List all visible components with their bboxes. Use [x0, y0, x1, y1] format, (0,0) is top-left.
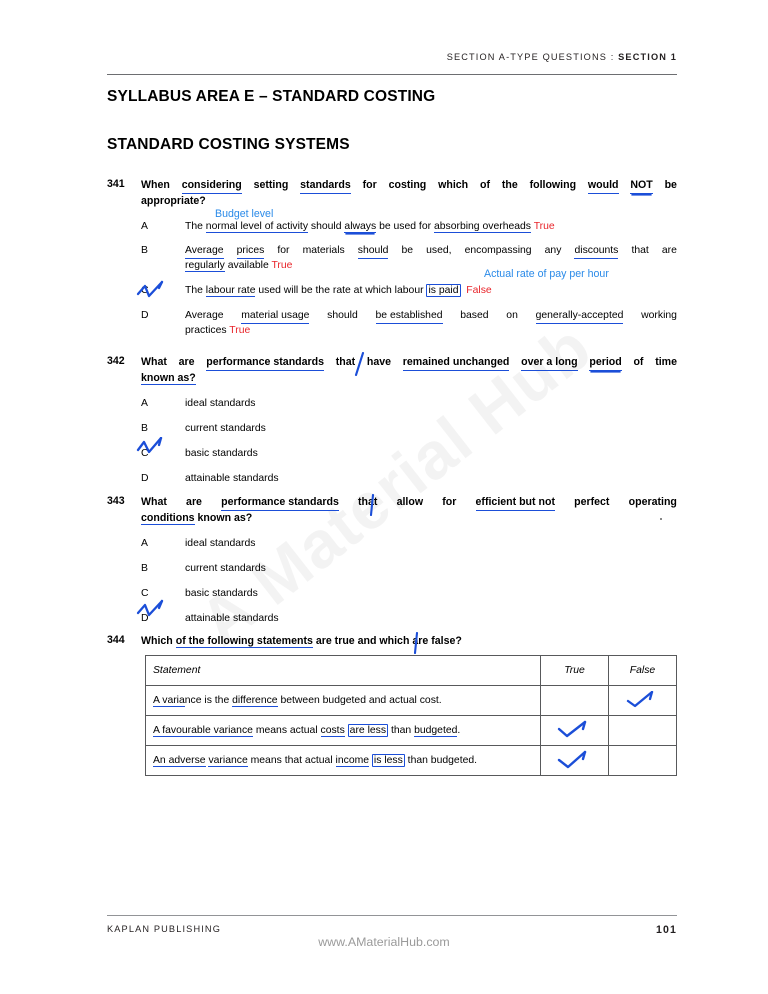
question-341 — [107, 178, 677, 344]
option-text: attainable standards — [185, 613, 279, 624]
stray-mark — [660, 518, 662, 520]
options-list — [141, 537, 677, 627]
question-number: 343 — [107, 495, 125, 507]
question-342 — [107, 355, 677, 492]
option-a[interactable] — [141, 220, 677, 235]
running-head — [107, 52, 677, 62]
running-head-bold: SECTION 1 — [618, 52, 677, 62]
question-number: 342 — [107, 355, 125, 367]
option-letter: A — [141, 221, 148, 232]
topic-title: STANDARD COSTING SYSTEMS — [107, 136, 350, 153]
column-header-statement: Statement — [146, 656, 541, 686]
option-letter: D — [141, 473, 149, 484]
table-row — [146, 686, 677, 716]
question-stem: Which of the following statements are true and which are false? — [141, 635, 462, 647]
false-cell[interactable] — [609, 746, 677, 776]
boxed-phrase: is less — [373, 755, 403, 766]
option-text: ideal standards — [185, 398, 256, 409]
table-row — [146, 716, 677, 746]
answer-mark-true: True — [229, 325, 251, 337]
boxed-phrase: are less — [349, 725, 387, 736]
option-letter: D — [141, 309, 149, 321]
footer-publisher: KAPLAN PUBLISHING — [107, 924, 222, 934]
option-text: Average material usage should be established based on generally-accepted working practices True — [185, 309, 677, 337]
table-header-row — [146, 656, 677, 686]
footer-rule — [107, 915, 677, 916]
column-header-false: False — [609, 656, 677, 686]
statements-table — [145, 655, 677, 776]
false-cell[interactable] — [609, 686, 677, 716]
statement-cell: A favourable variance means actual costs are less than budgeted. — [146, 716, 541, 746]
statements-table-wrapper — [145, 655, 677, 776]
true-cell[interactable] — [541, 746, 609, 776]
option-c[interactable] — [141, 587, 677, 602]
statement-cell: A variance is the difference between budgeted and actual cost. — [146, 686, 541, 716]
annotation-budget-level: Budget level — [215, 208, 274, 220]
option-letter: A — [141, 538, 148, 549]
tick-mark-icon — [626, 691, 656, 709]
option-b[interactable] — [141, 422, 677, 437]
question-344 — [107, 634, 677, 649]
option-text: ideal standards — [185, 538, 256, 549]
page-number: 101 — [656, 924, 677, 936]
options-list — [141, 397, 677, 487]
question-number: 344 — [107, 634, 125, 646]
answer-mark-false: False — [466, 284, 492, 296]
option-text: attainable standards — [185, 473, 279, 484]
tick-mark-icon — [557, 750, 589, 769]
false-cell[interactable] — [609, 716, 677, 746]
option-letter: C — [141, 448, 149, 459]
header-rule — [107, 74, 677, 75]
tick-mark-icon — [557, 720, 589, 739]
syllabus-area-title: SYLLABUS AREA E – STANDARD COSTING — [107, 88, 436, 105]
option-d[interactable] — [141, 612, 677, 627]
option-text: The labour rate used will be the rate at which labour is paid False — [185, 284, 492, 296]
option-text: current standards — [185, 563, 266, 574]
table-row — [146, 746, 677, 776]
option-letter: D — [141, 613, 149, 624]
option-text: Average prices for materials should be used, encompassing any discounts that are regularly available True — [185, 245, 677, 272]
question-stem: What are performance standards that allow for efficient but not perfect operating conditions known as? — [141, 496, 677, 524]
option-letter: A — [141, 398, 148, 409]
option-text: current standards — [185, 423, 266, 434]
true-cell[interactable] — [541, 716, 609, 746]
option-d[interactable] — [141, 309, 677, 339]
question-number: 341 — [107, 178, 125, 190]
question-stem: What are performance standards that have remained unchanged over a long period of time known as? — [141, 356, 677, 384]
statement-cell: An adverse variance means that actual income is less than budgeted. — [146, 746, 541, 776]
annotation-actual-rate: Actual rate of pay per hour — [484, 268, 609, 280]
running-head-normal: SECTION A-TYPE QUESTIONS : — [446, 52, 619, 62]
option-letter: B — [141, 563, 148, 574]
option-text: basic standards — [185, 588, 258, 599]
option-c[interactable] — [141, 447, 677, 462]
question-stem-line2: appropriate? — [141, 194, 206, 207]
option-letter: C — [141, 284, 149, 296]
answer-mark-true: True — [533, 221, 555, 232]
question-stem: When considering setting standards for costing which of the following would NOT be appropriate? — [141, 179, 677, 207]
column-header-true: True — [541, 656, 609, 686]
option-text: basic standards — [185, 448, 258, 459]
option-a[interactable] — [141, 397, 677, 412]
footer-url: www.AMaterialHub.com — [318, 935, 450, 949]
answer-mark-true: True — [271, 260, 293, 272]
boxed-phrase: is paid — [428, 284, 459, 296]
option-text: The normal level of activity should always be used for absorbing overheads True — [185, 221, 555, 232]
option-a[interactable] — [141, 537, 677, 552]
question-343 — [107, 495, 677, 632]
true-cell[interactable] — [541, 686, 609, 716]
option-d[interactable] — [141, 472, 677, 487]
option-b[interactable] — [141, 562, 677, 577]
option-c[interactable] — [141, 284, 677, 299]
option-letter: B — [141, 245, 148, 256]
option-letter: C — [141, 588, 149, 599]
option-letter: B — [141, 423, 148, 434]
